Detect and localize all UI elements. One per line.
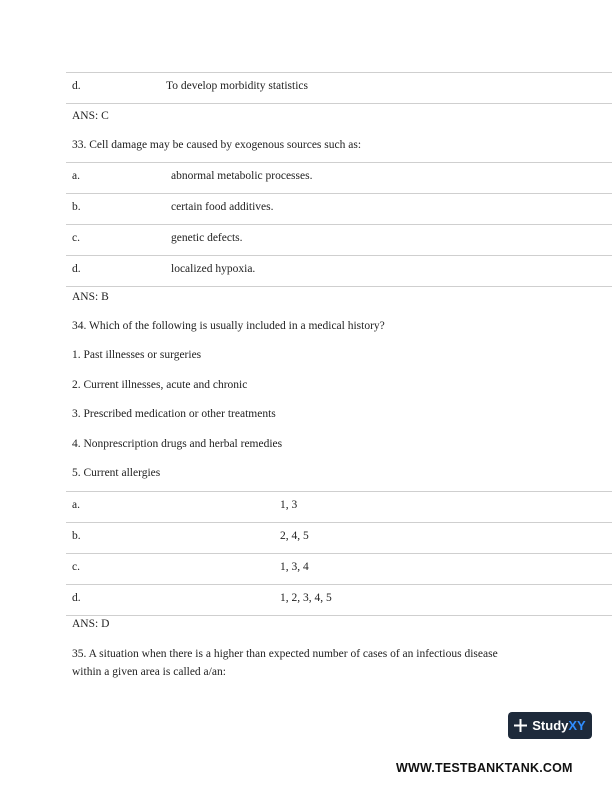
option-text: localized hypoxia. (171, 263, 256, 275)
badge-accent-text: XY (568, 718, 586, 733)
option-text: abnormal metabolic processes. (171, 170, 313, 182)
option-letter: d. (72, 592, 81, 604)
list-item: 4. Nonprescription drugs and herbal remedies (72, 438, 283, 450)
list-item: 1. Past illnesses or surgeries (72, 349, 202, 361)
answer-33: ANS: B (72, 291, 109, 303)
question-33-stem: 33. Cell damage may be caused by exogenous sources such as: (72, 139, 362, 151)
option-letter: b. (72, 201, 81, 213)
badge-text: Study (532, 718, 569, 733)
option-row-c (66, 225, 612, 256)
option-letter: a. (72, 170, 80, 182)
option-row-c (66, 554, 612, 585)
option-row-d (66, 256, 612, 287)
answer-34: ANS: D (72, 618, 110, 630)
q33-options-table (66, 162, 612, 287)
option-letter: c. (72, 561, 80, 573)
question-35-stem-line1: 35. A situation when there is a higher than expected number of cases of an infectious disease (72, 648, 498, 660)
option-letter: c. (72, 232, 80, 244)
list-item: 5. Current allergies (72, 467, 161, 479)
option-text: To develop morbidity statistics (166, 80, 308, 92)
list-item: 2. Current illnesses, acute and chronic (72, 379, 248, 391)
option-row-b (66, 523, 612, 554)
option-letter: a. (72, 499, 80, 511)
option-letter: d. (72, 80, 81, 92)
q32-options-table (66, 72, 612, 104)
option-text: 2, 4, 5 (280, 530, 309, 542)
option-letter: b. (72, 530, 81, 542)
option-row-a (66, 492, 612, 523)
question-35-stem-line2: within a given area is called a/an: (72, 666, 226, 678)
option-text: 1, 3 (280, 499, 298, 511)
list-item: 3. Prescribed medication or other treatments (72, 408, 276, 420)
badge-label (532, 718, 585, 733)
option-letter: d. (72, 263, 81, 275)
option-row (66, 73, 612, 104)
option-row-a (66, 163, 612, 194)
footer-site-link[interactable]: WWW.TESTBANKTANK.COM (396, 761, 573, 775)
studyxy-badge[interactable] (508, 712, 592, 739)
answer-32: ANS: C (72, 110, 109, 122)
option-text: 1, 3, 4 (280, 561, 309, 573)
option-text: 1, 2, 3, 4, 5 (280, 592, 332, 604)
question-34-stem: 34. Which of the following is usually included in a medical history? (72, 320, 385, 332)
option-text: certain food additives. (171, 201, 274, 213)
option-text: genetic defects. (171, 232, 243, 244)
option-row-b (66, 194, 612, 225)
plus-icon (514, 719, 527, 732)
option-row-d (66, 585, 612, 616)
q34-options-table (66, 491, 612, 616)
